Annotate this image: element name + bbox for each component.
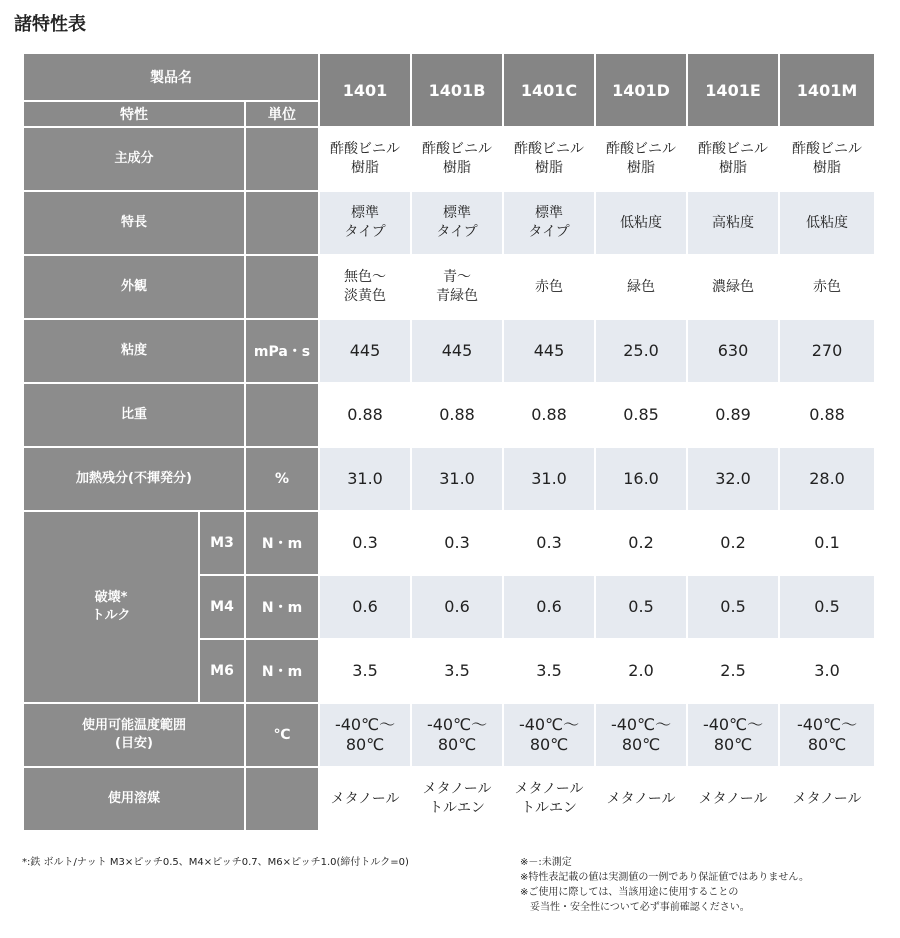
row-unit: N・m [245, 639, 319, 703]
note-line: ※－:未測定 [520, 857, 572, 868]
value-cell: 青～ 青緑色 [411, 255, 503, 319]
value-cell: -40℃～ 80℃ [779, 703, 875, 767]
value-cell: 3.5 [503, 639, 595, 703]
row-label: 使用可能温度範囲 (目安) [23, 703, 245, 767]
product-header: 1401B [411, 53, 503, 127]
value-cell: 0.85 [595, 383, 687, 447]
value-cell: 高粘度 [687, 191, 779, 255]
row-unit [245, 383, 319, 447]
value-cell: メタノール トルエン [411, 767, 503, 831]
value-cell: 0.2 [595, 511, 687, 575]
row-unit: mPa・s [245, 319, 319, 383]
value-cell: 酢酸ビニル 樹脂 [319, 127, 411, 191]
product-header: 1401E [687, 53, 779, 127]
value-cell: 3.5 [319, 639, 411, 703]
value-cell: 32.0 [687, 447, 779, 511]
row-unit: % [245, 447, 319, 511]
row-label: 粘度 [23, 319, 245, 383]
value-cell: 標準 タイプ [503, 191, 595, 255]
value-cell: 0.3 [319, 511, 411, 575]
value-cell: 2.5 [687, 639, 779, 703]
value-cell: 酢酸ビニル 樹脂 [595, 127, 687, 191]
spec-table [22, 52, 876, 832]
value-cell: 445 [411, 319, 503, 383]
value-cell: 445 [319, 319, 411, 383]
row-unit: ℃ [245, 703, 319, 767]
product-header: 1401D [595, 53, 687, 127]
row-unit: N・m [245, 575, 319, 639]
value-cell: 445 [503, 319, 595, 383]
product-header: 1401M [779, 53, 875, 127]
value-cell: 31.0 [411, 447, 503, 511]
unit-header: 単位 [245, 101, 319, 127]
value-cell: 低粘度 [595, 191, 687, 255]
value-cell: 0.5 [687, 575, 779, 639]
note-line: ※ご使用に際しては、当該用途に使用することの [520, 887, 739, 898]
row-label: 外観 [23, 255, 245, 319]
value-cell: 0.89 [687, 383, 779, 447]
value-cell: 酢酸ビニル 樹脂 [779, 127, 875, 191]
value-cell: 0.3 [411, 511, 503, 575]
value-cell: 0.6 [319, 575, 411, 639]
value-cell: 酢酸ビニル 樹脂 [503, 127, 595, 191]
row-label: 主成分 [23, 127, 245, 191]
value-cell: 標準 タイプ [411, 191, 503, 255]
value-cell: 0.5 [595, 575, 687, 639]
value-cell: 赤色 [779, 255, 875, 319]
value-cell: メタノール [687, 767, 779, 831]
row-unit [245, 767, 319, 831]
value-cell: 0.88 [779, 383, 875, 447]
value-cell: 0.88 [503, 383, 595, 447]
value-cell: 3.5 [411, 639, 503, 703]
value-cell: 緑色 [595, 255, 687, 319]
value-cell: 赤色 [503, 255, 595, 319]
product-name-header: 製品名 [23, 53, 319, 101]
value-cell: 28.0 [779, 447, 875, 511]
torque-size: M3 [199, 511, 245, 575]
value-cell: 0.88 [319, 383, 411, 447]
value-cell: 0.6 [503, 575, 595, 639]
value-cell: 270 [779, 319, 875, 383]
row-unit [245, 127, 319, 191]
footnote-notes [520, 855, 809, 915]
row-label: 破壊* トルク [23, 511, 199, 703]
row-label: 加熱残分(不揮発分) [23, 447, 245, 511]
page-title: 諸特性表 [14, 14, 86, 35]
value-cell: 0.2 [687, 511, 779, 575]
value-cell: 16.0 [595, 447, 687, 511]
value-cell: 酢酸ビニル 樹脂 [411, 127, 503, 191]
value-cell: 酢酸ビニル 樹脂 [687, 127, 779, 191]
value-cell: 2.0 [595, 639, 687, 703]
value-cell: 31.0 [503, 447, 595, 511]
value-cell: 630 [687, 319, 779, 383]
property-header: 特性 [23, 101, 245, 127]
row-unit [245, 191, 319, 255]
value-cell: -40℃～ 80℃ [411, 703, 503, 767]
product-header: 1401C [503, 53, 595, 127]
value-cell: 31.0 [319, 447, 411, 511]
value-cell: メタノール トルエン [503, 767, 595, 831]
value-cell: 0.88 [411, 383, 503, 447]
value-cell: -40℃～ 80℃ [319, 703, 411, 767]
row-label: 特長 [23, 191, 245, 255]
value-cell: 25.0 [595, 319, 687, 383]
torque-size: M4 [199, 575, 245, 639]
note-line: ※特性表記載の値は実測値の一例であり保証値ではありません。 [520, 872, 809, 883]
value-cell: -40℃～ 80℃ [595, 703, 687, 767]
value-cell: 3.0 [779, 639, 875, 703]
torque-size: M6 [199, 639, 245, 703]
row-unit [245, 255, 319, 319]
value-cell: 低粘度 [779, 191, 875, 255]
value-cell: 0.3 [503, 511, 595, 575]
value-cell: 無色～ 淡黄色 [319, 255, 411, 319]
value-cell: 0.1 [779, 511, 875, 575]
value-cell: メタノール [319, 767, 411, 831]
footnote-torque: *:鉄 ボルト/ナット M3×ピッチ0.5、M4×ピッチ0.7、M6×ピッチ1.0(締付トルク=0) [22, 857, 409, 868]
value-cell: 濃緑色 [687, 255, 779, 319]
value-cell: -40℃～ 80℃ [687, 703, 779, 767]
value-cell: -40℃～ 80℃ [503, 703, 595, 767]
value-cell: メタノール [779, 767, 875, 831]
note-line: 妥当性・安全性について必ず事前確認ください。 [520, 902, 750, 913]
value-cell: メタノール [595, 767, 687, 831]
value-cell: 0.6 [411, 575, 503, 639]
row-unit: N・m [245, 511, 319, 575]
row-label: 使用溶媒 [23, 767, 245, 831]
product-header: 1401 [319, 53, 411, 127]
value-cell: 標準 タイプ [319, 191, 411, 255]
value-cell: 0.5 [779, 575, 875, 639]
row-label: 比重 [23, 383, 245, 447]
